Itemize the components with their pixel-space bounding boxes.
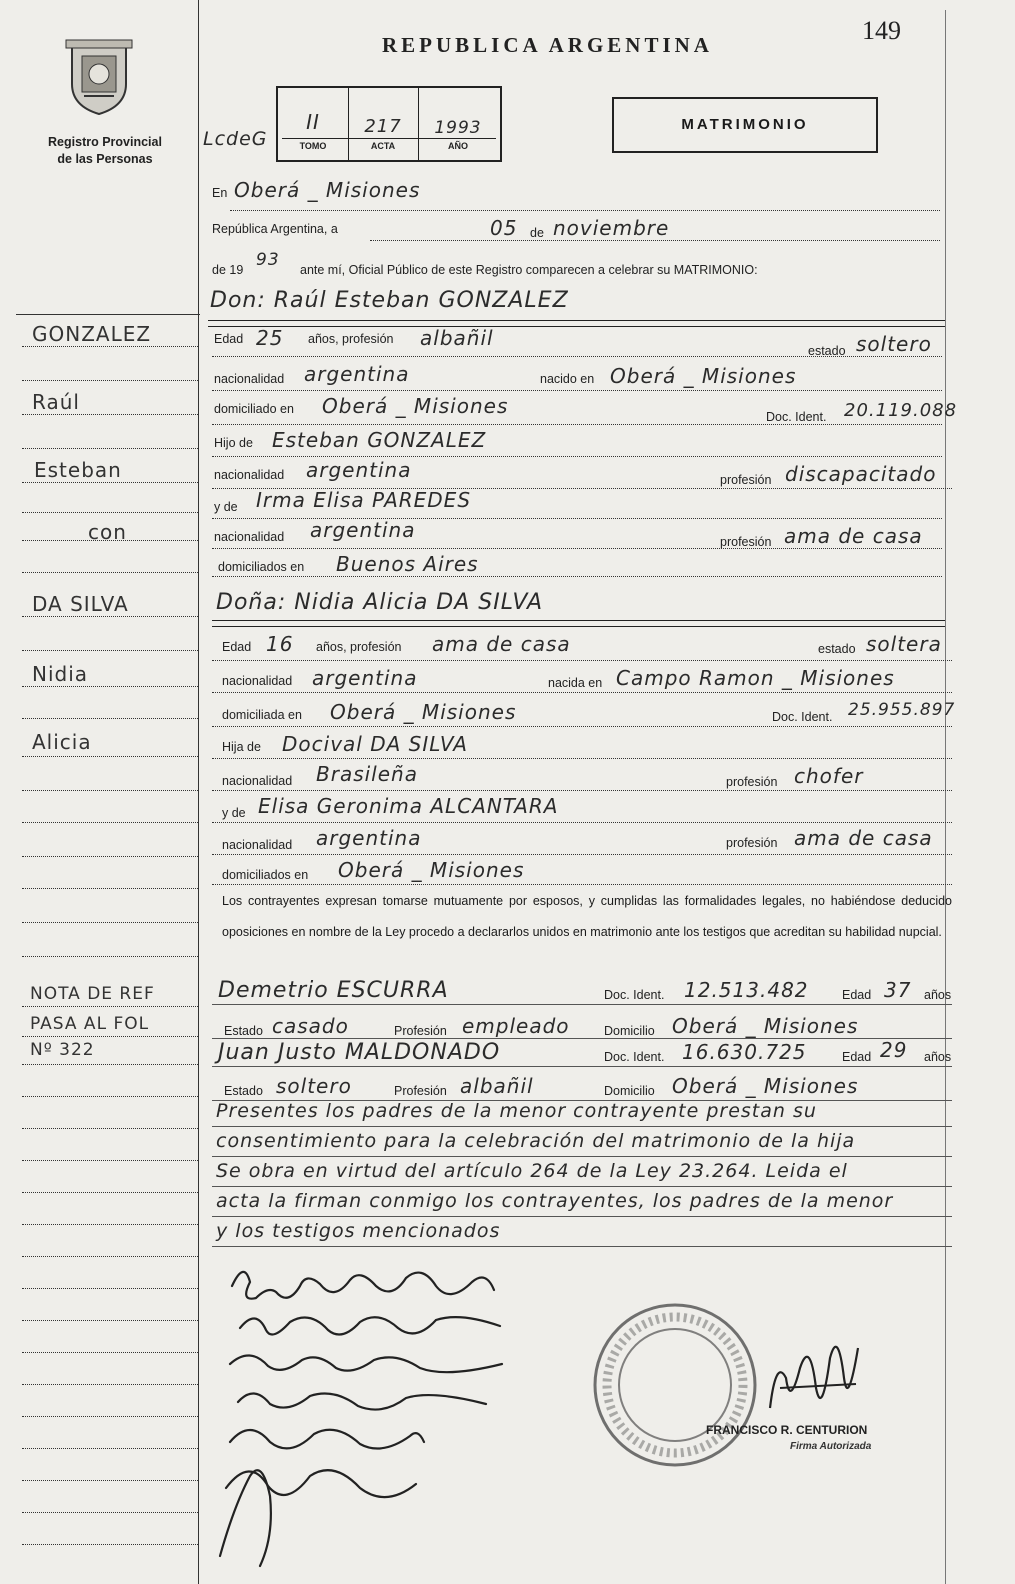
bride-father-prof-label: profesión (726, 775, 778, 789)
bride-father-nat-label: nacionalidad (222, 774, 293, 788)
note-line-3: Se obra en virtud del artículo 264 de la Ley 23.264. Leida el (216, 1160, 848, 1182)
witness2-prof-label: Profesión (394, 1084, 447, 1098)
groom-mother-profession: ama de casa (784, 524, 923, 548)
groom-nationality: argentina (304, 362, 410, 386)
book-code: LcdeG (203, 128, 268, 150)
witness2-domicile: Oberá _ Misiones (672, 1074, 859, 1098)
margin-note-line-1: NOTA DE REF (30, 984, 155, 1004)
witness1-civil-status: casado (272, 1014, 349, 1038)
bride-doc-number: 25.955.897 (848, 700, 956, 720)
day-value: 05 (490, 216, 518, 240)
record-box (276, 86, 502, 162)
place-value: Oberá _ Misiones (234, 178, 421, 202)
groom-father-nationality: argentina (306, 458, 412, 482)
bride-age: 16 (266, 632, 294, 656)
groom-mother-prof-label: profesión (720, 535, 772, 549)
note-line-1: Presentes los padres de la menor contrayente prestan su (216, 1100, 817, 1122)
groom-father: Esteban GONZALEZ (272, 428, 487, 452)
groom-mother-label: y de (214, 500, 238, 514)
groom-edad-label: Edad (214, 332, 244, 346)
witness2-estado-label: Estado (224, 1084, 263, 1098)
intro-year-suffix: 93 (256, 250, 280, 270)
groom-father-profession: discapacitado (785, 462, 937, 486)
witness1-domicile: Oberá _ Misiones (672, 1014, 859, 1038)
groom-mother-nat-label: nacionalidad (214, 530, 285, 544)
witness1-dom-label: Domicilio (604, 1024, 655, 1038)
witness2-doc-label: Doc. Ident. (604, 1050, 665, 1064)
note-line-5: y los testigos mencionados (216, 1220, 501, 1242)
bride-domiciliada-label: domiciliada en (222, 708, 302, 722)
witness1-estado-label: Estado (224, 1024, 263, 1038)
witness2-age: 29 (880, 1038, 908, 1062)
groom-domiciliado-label: domiciliado en (214, 402, 294, 416)
registry-line-1: Registro Provincial (48, 135, 162, 149)
bride-nationality: argentina (312, 666, 418, 690)
groom-nacido-label: nacido en (540, 372, 595, 386)
margin-bride-second: Alicia (32, 730, 92, 754)
groom-nacionalidad-label: nacionalidad (214, 372, 285, 386)
bride-parents-dom-label: domiciliados en (222, 868, 309, 882)
year-label: AÑO (448, 141, 468, 151)
acta-label: ACTA (370, 141, 396, 151)
place-label: En (212, 186, 228, 200)
bride-nacida-label: nacida en (548, 676, 603, 690)
bride-doc-label: Doc. Ident. (772, 710, 833, 724)
signatures-image (210, 1256, 530, 1576)
intro-year-prefix: de 19 (212, 263, 244, 277)
groom-parents-dom-label: domiciliados en (218, 560, 305, 574)
note-line-2: consentimiento para la celebración del matrimonio de la hija (216, 1130, 856, 1152)
witness2-doc: 16.630.725 (682, 1040, 807, 1064)
groom-hijo-label: Hijo de (214, 436, 253, 450)
bride-name: Doña: Nidia Alicia DA SILVA (216, 590, 544, 615)
bride-anos-profesion-label: años, profesión (316, 640, 402, 654)
bride-mother-profession: ama de casa (794, 826, 933, 850)
bride-mother-prof-label: profesión (726, 836, 778, 850)
groom-doc-number: 20.119.088 (844, 400, 958, 421)
margin-con: con (88, 520, 127, 544)
acta-value: 217 (364, 116, 402, 137)
month-value: noviembre (553, 216, 670, 240)
witness1-age: 37 (884, 978, 912, 1002)
official-title: Firma Autorizada (790, 1441, 872, 1452)
de-label: de (530, 226, 544, 240)
witness2-dom-label: Domicilio (604, 1084, 655, 1098)
groom-father-nat-label: nacionalidad (214, 468, 285, 482)
margin-note-line-3: Nº 322 (30, 1040, 95, 1060)
bride-father-nationality: Brasileña (316, 762, 418, 786)
intro-text: ante mí, Oficial Público de este Registro comparecen a celebrar su MATRIMONIO: (300, 263, 758, 277)
groom-mother: Irma Elisa PAREDES (256, 488, 472, 512)
bride-nacionalidad-label: nacionalidad (222, 674, 293, 688)
witness2-edad-label: Edad (842, 1050, 872, 1064)
document-type-box: MATRIMONIO (612, 97, 878, 153)
margin-line (198, 0, 199, 1584)
bride-hija-label: Hija de (222, 740, 261, 754)
bride-father: Docival DA SILVA (282, 732, 468, 756)
groom-anos-profesion-label: años, profesión (308, 332, 394, 346)
margin-note-line-2: PASA AL FOL (30, 1014, 150, 1034)
bride-mother-nat-label: nacionalidad (222, 838, 293, 852)
witness1-prof-label: Profesión (394, 1024, 447, 1038)
bride-birthplace: Campo Ramon _ Misiones (616, 666, 895, 690)
registry-line-2: de las Personas (57, 152, 153, 166)
witness2-anos-label: años (924, 1050, 952, 1064)
registro-seal-icon (62, 38, 136, 116)
bride-civil-status: soltera (866, 632, 942, 656)
groom-age: 25 (256, 326, 284, 350)
bride-mother: Elisa Geronima ALCANTARA (258, 794, 559, 818)
witness2-profession: albañil (460, 1074, 534, 1098)
right-margin-line (945, 10, 946, 1584)
witness1-anos-label: años (924, 988, 952, 1002)
official-signature-image (760, 1318, 870, 1428)
tomo-label: TOMO (299, 141, 327, 151)
witness1-doc: 12.513.482 (684, 978, 809, 1002)
margin-groom-second: Esteban (34, 458, 122, 482)
bride-father-profession: chofer (794, 764, 864, 788)
groom-birthplace: Oberá _ Misiones (610, 364, 797, 388)
bride-mother-label: y de (222, 806, 246, 820)
groom-profession: albañil (420, 326, 494, 350)
official-name: FRANCISCO R. CENTURION (706, 1423, 868, 1437)
margin-bride-first: Nidia (32, 662, 89, 686)
groom-mother-nationality: argentina (310, 518, 416, 542)
witness1-profession: empleado (462, 1014, 570, 1038)
witness1-name: Demetrio ESCURRA (218, 978, 449, 1003)
country-date-label: República Argentina, a (212, 222, 338, 236)
groom-estado-label: estado (808, 344, 846, 358)
declaration-paragraph: Los contrayentes expresan tomarse mutuamente por esposos, y cumplidas las formalidades legales, no habiéndose deducido oposiciones en nombre de la Ley procedo a declararlos unidos en matrimonio ante los testigos que acreditan su habilidad nupcial. (222, 894, 952, 939)
page-number: 149 (862, 16, 901, 45)
groom-civil-status: soltero (856, 332, 932, 356)
note-line-4: acta la firman conmigo los contrayentes, los padres de la menor (216, 1190, 894, 1212)
margin-bride-surname: DA SILVA (32, 592, 129, 616)
margin-groom-first: Raúl (32, 390, 80, 414)
groom-name: Don: Raúl Esteban GONZALEZ (210, 288, 569, 313)
groom-domicile: Oberá _ Misiones (322, 394, 509, 418)
tomo-value: II (306, 110, 320, 134)
bride-domicile: Oberá _ Misiones (330, 700, 517, 724)
groom-parents-domicile: Buenos Aires (336, 552, 479, 576)
groom-doc-label: Doc. Ident. (766, 410, 827, 424)
groom-father-prof-label: profesión (720, 473, 772, 487)
country-title: REPUBLICA ARGENTINA (382, 33, 713, 57)
witness2-civil-status: soltero (276, 1074, 352, 1098)
witness1-edad-label: Edad (842, 988, 872, 1002)
bride-profession: ama de casa (432, 632, 571, 656)
year-value: 1993 (434, 118, 482, 138)
witness1-doc-label: Doc. Ident. (604, 988, 665, 1002)
bride-mother-nationality: argentina (316, 826, 422, 850)
witness2-name: Juan Justo MALDONADO (218, 1040, 501, 1065)
bride-estado-label: estado (818, 642, 856, 656)
bride-parents-domicile: Oberá _ Misiones (338, 858, 525, 882)
bride-edad-label: Edad (222, 640, 252, 654)
official-stamp-icon (590, 1300, 760, 1470)
margin-groom-surname: GONZALEZ (32, 322, 152, 346)
